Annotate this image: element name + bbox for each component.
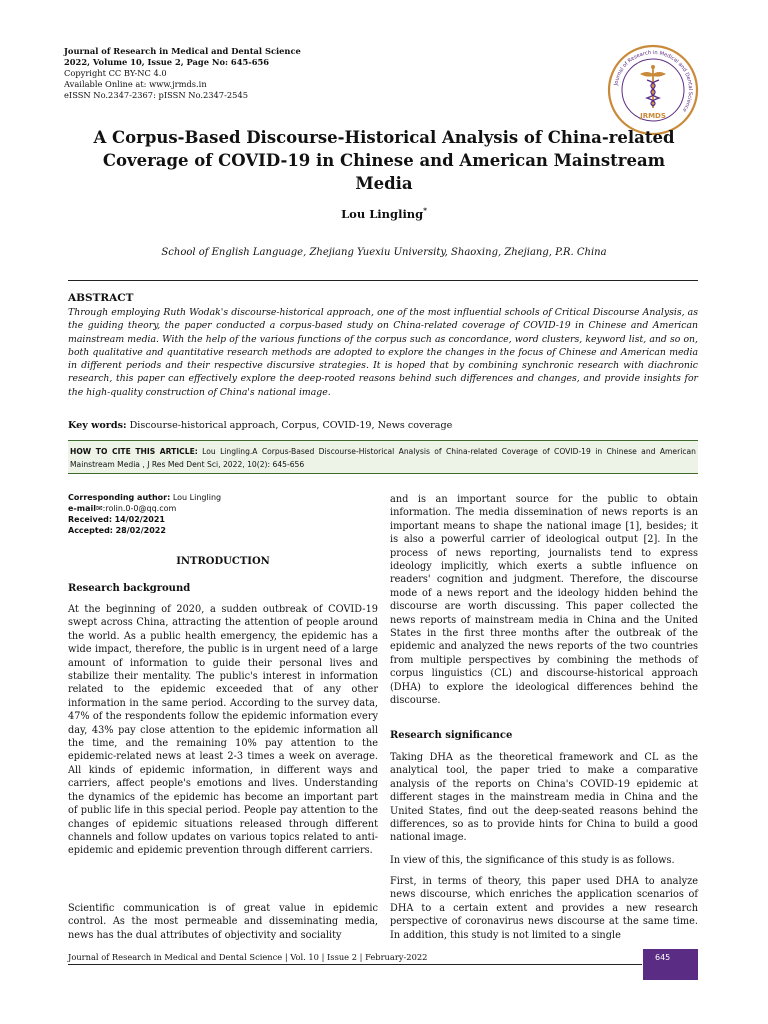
email-value[interactable]: :rolin.0-0@qq.com xyxy=(102,504,177,513)
keywords-label: Key words: xyxy=(68,420,127,431)
keywords-value: Discourse-historical approach, Corpus, COVID-19, News coverage xyxy=(129,420,453,431)
abstract-text: Through employing Ruth Wodak's discourse-historical approach, one of the most influential schools of Critical Discourse Analysis, as the guiding theory, the paper conducted a corpus-based study on China-related coverage of COVID-19 in Chinese and American mainstream media. With the help of the various functions of the corpus such as concordance, word clusters, keyword list, and so on, both qualitative and quantitative research methods are adopted to explore the changes in the focus of Chinese and American media in different periods and their respective discursive strategies. It is hoped that by combining synchronic research with diachronic research, this paper can effectively explore the deep-rooted reasons behind such differences and changes, and provide insights for the high-quality construction of China's national image. xyxy=(68,307,698,398)
received-label: Received: xyxy=(68,515,113,524)
logo-text: JRMDS xyxy=(640,112,666,120)
article-title: A Corpus-Based Discourse-Historical Analysis of China-related Coverage of COVID-19 in Chinese and American Mainstream Media xyxy=(93,128,675,193)
author-name: Lou Lingling xyxy=(341,206,424,221)
issn-line: eISSN No.2347-2367: pISSN No.2347-2545 xyxy=(64,90,249,100)
paragraph-theory: First, in terms of theory, this paper used DHA to analyze news discourse, which enriches the application scenarios of DHA to a certain extent and provides a new research perspective of coronavirus news discourse at the same time. In addition, this study is not limited to a single xyxy=(390,876,698,941)
jrmds-logo xyxy=(607,44,699,136)
logo-ring-text: Journal of Research in Medical and Dental Science xyxy=(613,49,694,113)
copyright-line: Copyright CC BY-NC 4.0 xyxy=(64,68,167,78)
divider xyxy=(68,280,698,281)
page-footer: Journal of Research in Medical and Dental Science | Vol. 10 | Issue 2 | February-2022 xyxy=(68,952,428,962)
received-value: 14/02/2021 xyxy=(114,515,165,524)
citation-label: HOW TO CITE THIS ARTICLE: xyxy=(70,447,198,456)
paragraph-communication: Scientific communication is of great value in epidemic control. As the most permeable and disseminating media, news has the dual attributes of objectivity and sociality xyxy=(68,903,378,941)
author-mark: * xyxy=(423,206,427,215)
intro-heading: INTRODUCTION xyxy=(176,556,270,567)
citation-box xyxy=(68,440,698,474)
paragraph-background: At the beginning of 2020, a sudden outbreak of COVID-19 swept across China, attracting the attention of people around the world. As a public health emergency, the epidemic has a wide impact, therefore, the public is in urgent need of a large amount of information to guide their personal lives and stabilize their mentality. The public's interest in information related to the epidemic exceeded that of any other information in the same period. According to the survey data, 47% of the respondents follow the epidemic information every day, 43% pay close attention to the epidemic information all the time, and the remaining 10% pay attention to the epidemic-related news at least 2-3 times a week on average. All kinds of epidemic information, in different ways and carriers, affect people's emotions and lives. Understanding the dynamics of the epidemic has become an important part of public life in this special period. People pay attention to the changes of epidemic situations released through different channels and follow updates on various topics related to anti-epidemic and epidemic prevention through different carriers. xyxy=(68,604,378,857)
affiliation: School of English Language, Zhejiang Yuexiu University, Shaoxing, Zhejiang, P.R. China xyxy=(161,247,607,258)
author-line xyxy=(0,206,768,221)
email-icon: ✉ xyxy=(95,504,103,513)
accepted-label: Accepted: xyxy=(68,526,114,535)
paragraph-view: In view of this, the significance of this study is as follows. xyxy=(390,855,675,866)
abstract-heading: ABSTRACT xyxy=(68,292,134,304)
page-number: 645 xyxy=(643,949,698,980)
corr-value: Lou Lingling xyxy=(172,493,222,502)
paragraph-news-media: and is an important source for the public to obtain information. The media dissemination of news reports is an important means to shape the national image [1], besides; it is also a powerful carrier of ideological output [2]. In the process of news reporting, journalists tend to express ideology implicitly, which exerts a subtle influence on readers' cognition and judgment. Therefore, the discourse mode of a news report and the ideology hidden behind the discourse are worth discussing. This paper collected the news reports of mainstream media in China and the United States in the first three months after the outbreak of the epidemic and analyzed the news reports of the two countries from multiple perspectives by combining the methods of corpus linguistics (CL) and discourse-historical approach (DHA) to explore the ideological differences behind the discourse. xyxy=(390,494,698,707)
journal-name: Journal of Research in Medical and Dental Science xyxy=(64,46,301,56)
journal-volume: 2022, Volume 10, Issue 2, Page No: 645-656 xyxy=(64,57,270,67)
corr-label: Corresponding author: xyxy=(68,493,171,502)
keywords-line xyxy=(68,420,698,431)
article-meta xyxy=(68,492,368,536)
email-label: e-mail xyxy=(68,504,96,513)
accepted-value: 28/02/2022 xyxy=(115,526,166,535)
citation-text: Lou Lingling.A Corpus-Based Discourse-Historical Analysis of China-related Coverage of COVID-19 in Chinese and American Mainstream Media , J Res Med Dent Sci, 2022, 10(2): 645-656 xyxy=(70,447,696,469)
footer-divider xyxy=(68,964,642,965)
paragraph-significance: Taking DHA as the theoretical framework and CL as the analytical tool, the paper tried to make a comparative analysis of the reports on China's COVID-19 epidemic at different stages in the mainstream media in China and the United States, find out the deep-seated reasons behind the differences, so as to provide hints for China to build a good national image. xyxy=(390,752,698,844)
availability-line: Available Online at: www.jrmds.in xyxy=(64,79,207,89)
significance-heading: Research significance xyxy=(390,730,513,741)
background-heading: Research background xyxy=(68,583,191,594)
journal-header xyxy=(64,46,504,101)
